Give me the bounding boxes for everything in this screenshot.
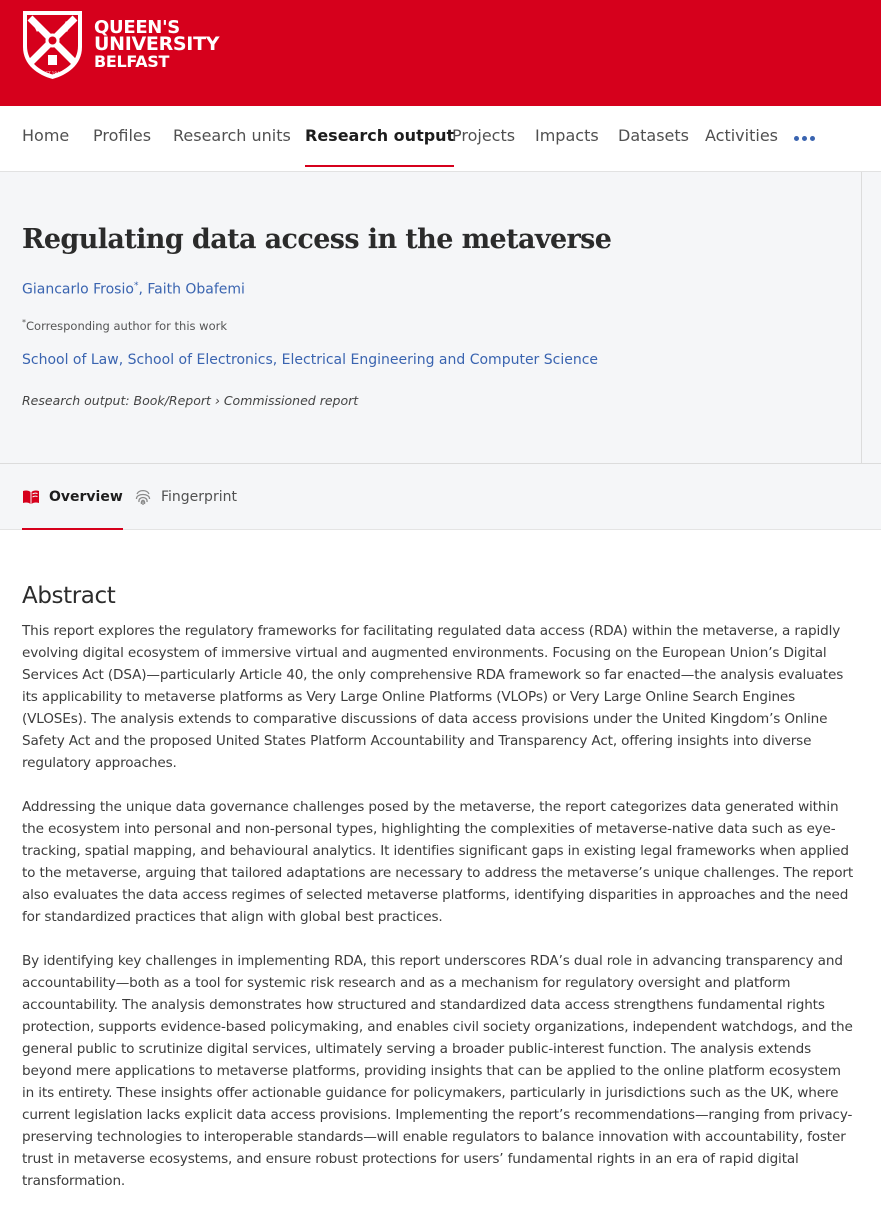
abstract-paragraph: By identifying key challenges in implementing RDA, this report underscores RDA’s dual role in advancing transparency and accountability—both as a tool for systemic risk research and as a mechanism for regulatory oversight and platform accountability. The analysis demonstrates how structured and standardized data access strengthens fundamental rights protection, supports evidence-based policymaking, and enables civil society organizations, independent watchdogs, and the general public to scrutinize digital services, ultimately serving a broader public-interest function. The analysis extends beyond mere applications to metaverse platforms, providing insights that can be applied to the online platform ecosystem in its entirety. These insights offer actionable guidance for policymakers, particularly in jurisdictions such as the UK, where current legislation lacks explicit data access provisions. Implementing the report’s recommendations—ranging from privacy-preserving technologies to interoperable standards—will enable regulators to balance innovation with accountability, foster trust in metaverse ecosystems, and ensure robust protections for users’ fundamental rights in an era of rapid digital transformation.	[22, 953, 853, 1189]
content-tabs	[0, 464, 881, 530]
book-icon	[22, 488, 40, 506]
nav-research-units[interactable]: Research units	[173, 126, 291, 145]
author-link-frosio[interactable]: Giancarlo Frosio	[22, 281, 134, 298]
publication-header	[0, 172, 881, 464]
main-nav	[0, 106, 881, 172]
site-header	[0, 0, 881, 106]
organisation-link[interactable]: School of Law, School of Electronics, Electrical Engineering and Computer Science	[22, 352, 599, 368]
tab-overview[interactable]	[22, 464, 123, 530]
organisation-links	[22, 352, 598, 368]
nav-projects[interactable]: Projects	[452, 126, 516, 145]
corresponding-marker: *	[133, 281, 139, 291]
page-title: Regulating data access in the metaverse	[22, 224, 612, 255]
tab-fingerprint[interactable]	[134, 464, 237, 530]
logo-line-1: QUEEN'S	[94, 17, 180, 38]
author-separator: ,	[138, 281, 143, 298]
abstract-paragraph: Addressing the unique data governance challenges posed by the metaverse, the report categorizes data generated within the ecosystem into personal and non-personal types, highlighting the complexities of metaverse-native data such as eye-tracking, spatial mapping, and behavioural analytics. It identifies significant gaps in existing legal frameworks when applied to the metaverse, arguing that tailored adaptations are necessary to address the metaverse’s unique challenges. The report also evaluates the data access regimes of selected metaverse platforms, identifying disparities in approaches and the need for standardized practices that align with global best practices.	[22, 799, 854, 925]
author-list	[22, 281, 245, 298]
more-menu-ellipsis-icon[interactable]	[794, 136, 815, 141]
nav-activities[interactable]: Activities	[705, 126, 778, 145]
tab-overview-label: Overview	[49, 489, 123, 505]
research-output-type: Research output: Book/Report › Commissioned report	[22, 393, 359, 408]
nav-profiles[interactable]: Profiles	[93, 126, 152, 145]
nav-home[interactable]: Home	[22, 126, 70, 145]
abstract-body	[22, 620, 857, 1214]
logo-line-3: BELFAST	[94, 52, 170, 71]
svg-text:EST 1845: EST 1845	[43, 71, 62, 76]
nav-research-output[interactable]: Research output	[305, 106, 454, 172]
corresponding-author-note: *Corresponding author for this work	[22, 318, 227, 333]
abstract-paragraph: This report explores the regulatory frameworks for facilitating regulated data access (RDA) within the metaverse, a rapidly evolving digital ecosystem of immersive virtual and augmented environments. Focusing on the European Union’s Digital Services Act (DSA)—particularly Article 40, the only comprehensive RDA framework so far enacted—the analysis evaluates its applicability to metaverse platforms as Very Large Online Platforms (VLOPs) or Very Large Online Search Engines (VLOSEs). The analysis extends to comparative discussions of data access provisions under the United Kingdom’s Online Safety Act and the proposed United States Platform Accountability and Transparency Act, offering insights into diverse regulatory approaches.	[22, 623, 844, 771]
logo-line-2: UNIVERSITY	[94, 33, 220, 55]
tab-fingerprint-label: Fingerprint	[161, 489, 237, 505]
author-link-obafemi[interactable]: Faith Obafemi	[147, 281, 245, 298]
fingerprint-icon	[134, 488, 152, 506]
university-logo-link[interactable]	[21, 9, 219, 80]
crest-icon	[21, 9, 84, 80]
nav-impacts[interactable]: Impacts	[535, 126, 599, 145]
nav-datasets[interactable]: Datasets	[618, 126, 689, 145]
abstract-heading: Abstract	[22, 583, 116, 609]
